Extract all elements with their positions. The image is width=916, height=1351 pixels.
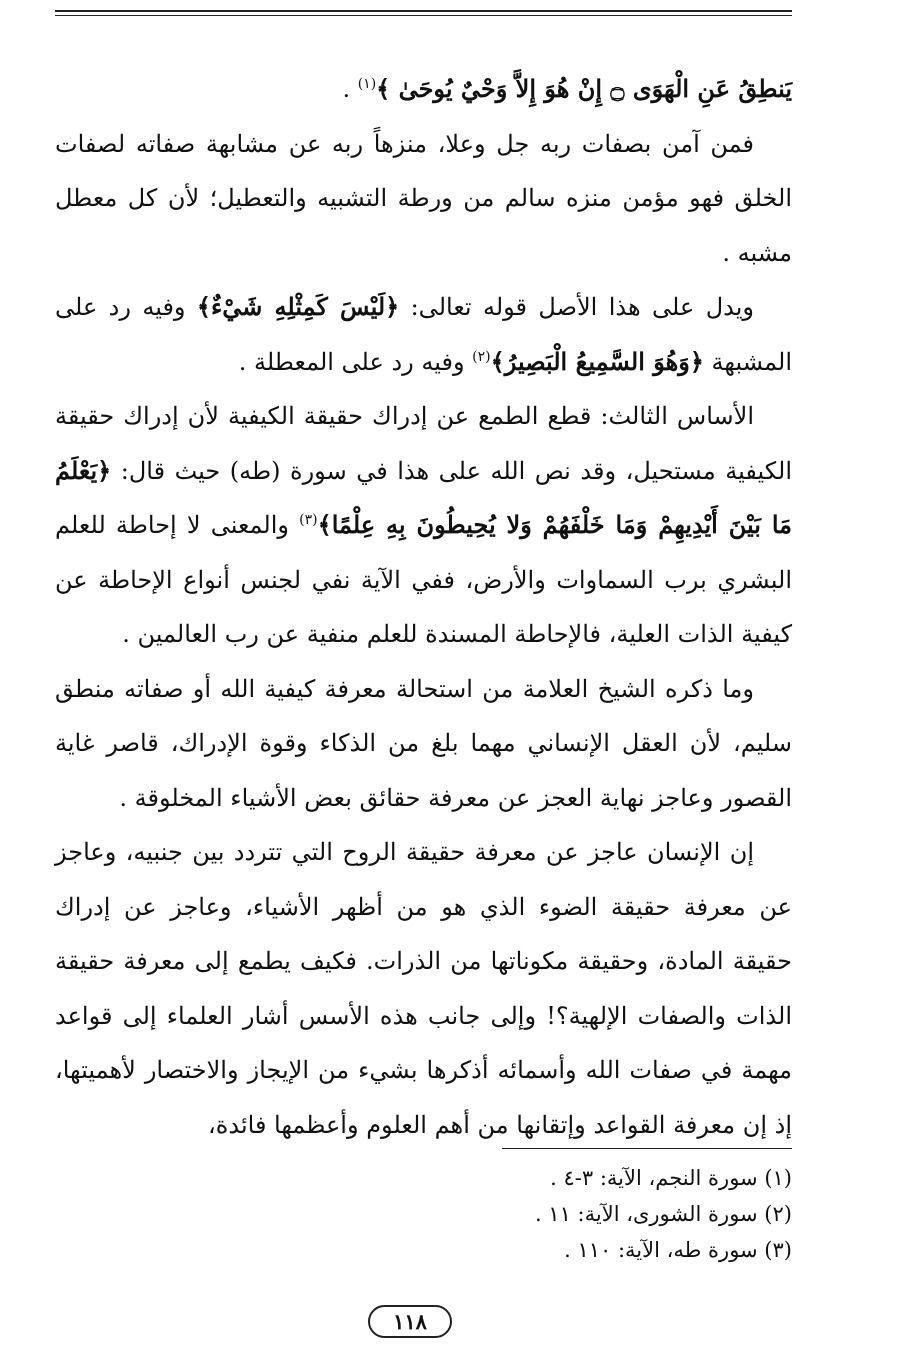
page-body [55, 62, 792, 1152]
footnote-ref-1: (١) [357, 76, 377, 92]
page-number: ١١٨ [368, 1305, 452, 1338]
paragraph: فمن آمن بصفات ربه جل وعلا، منزهاً ربه عن مشابهة صفاته لصفات الخلق فهو مؤمن منزه سالم من ورطة التشبيه والتعطيل؛ لأن كل معطل مشبه . [55, 129, 792, 267]
paragraph [55, 389, 792, 662]
text-run: وفيه رد على المشبهة [55, 293, 792, 376]
quran-verse: ﴿يَعْلَمُ مَا بَيْنَ أَيْدِيهِمْ وَمَا خَلْفَهُمْ وَلا يُحِيطُونَ بِهِ عِلْمًا﴾ [55, 455, 792, 539]
top-rule [55, 10, 792, 12]
quran-verse: ﴿وَهُوَ السَّمِيعُ الْبَصِيرُ﴾ [490, 346, 704, 376]
text-run: وفيه رد على المعطلة . [238, 347, 473, 376]
text-run: الأساس الثالث: قطع الطمع عن إدراك حقيقة الكيفية لأن إدراك حقيقة الكيفية مستحيل، وقد نص الله على هذا في سورة (طه) حيث قال: [55, 402, 792, 485]
paragraph: إن الإنسان عاجز عن معرفة حقيقة الروح التي تتردد بين جنبيه، وعاجز عن معرفة حقيقة الضوء الذي هو من أظهر الأشياء، وعاجز عن إدراك حقيقة المادة، وحقيقة مكوناتها من الذرات. فكيف يطمع إلى معرفة حقيقة الذات والصفات الإلهية؟! وإلى جانب هذه الأسس أشار العلماء إلى قواعد مهمة في صفات الله وأسمائه أذكرها بشيء من الإيجاز والاختصار لأهميتها، إذ إن معرفة القواعد وإتقانها من أهم العلوم وأعظمها فائدة، [55, 838, 792, 1139]
footnotes [535, 1160, 792, 1268]
paragraph: وما ذكره الشيخ العلامة من استحالة معرفة كيفية الله أو صفاته منطق سليم، لأن العقل الإنساني مهما بلغ من الذكاء وقوة الإدراك، قاصر غاية القصور وعاجز نهاية العجز عن معرفة حقائق بعض الأشياء المخلوقة . [55, 674, 792, 812]
text-run: . [342, 75, 358, 103]
paragraph [55, 280, 792, 389]
quran-verse: يَنطِقُ عَنِ الْهَوَى ۝ إِنْ هُوَ إِلاَّ وَحْيٌ يُوحَىٰ ﴾ [376, 74, 792, 103]
top-rule-thin [55, 15, 792, 16]
footnote-item: (١) سورة النجم، الآية: ٣-٤ . [550, 1166, 792, 1190]
text-run: ويدل على هذا الأصل قوله تعالى: [399, 293, 755, 321]
footnote-item: (٢) سورة الشورى، الآية: ١١ . [534, 1202, 792, 1226]
quran-verse: ﴿لَيْسَ كَمِثْلِهِ شَيْءٌ﴾ [196, 292, 400, 321]
paragraph-quran-continuation [55, 62, 792, 117]
footnote-separator [502, 1148, 792, 1149]
footnote-item: (٣) سورة طه، الآية: ١١٠ . [564, 1238, 792, 1262]
text-run: والمعنى لا إحاطة للعلم البشري برب السماوات والأرض، ففي الآية نفي لجنس أنواع الإحاطة عن كيفية الذات العلية، فالإحاطة المسندة للعلم منفية عن رب العالمين . [55, 511, 792, 648]
footnote-ref-3: (٣) [299, 512, 318, 528]
footnote-ref-2: (٢) [472, 348, 491, 365]
